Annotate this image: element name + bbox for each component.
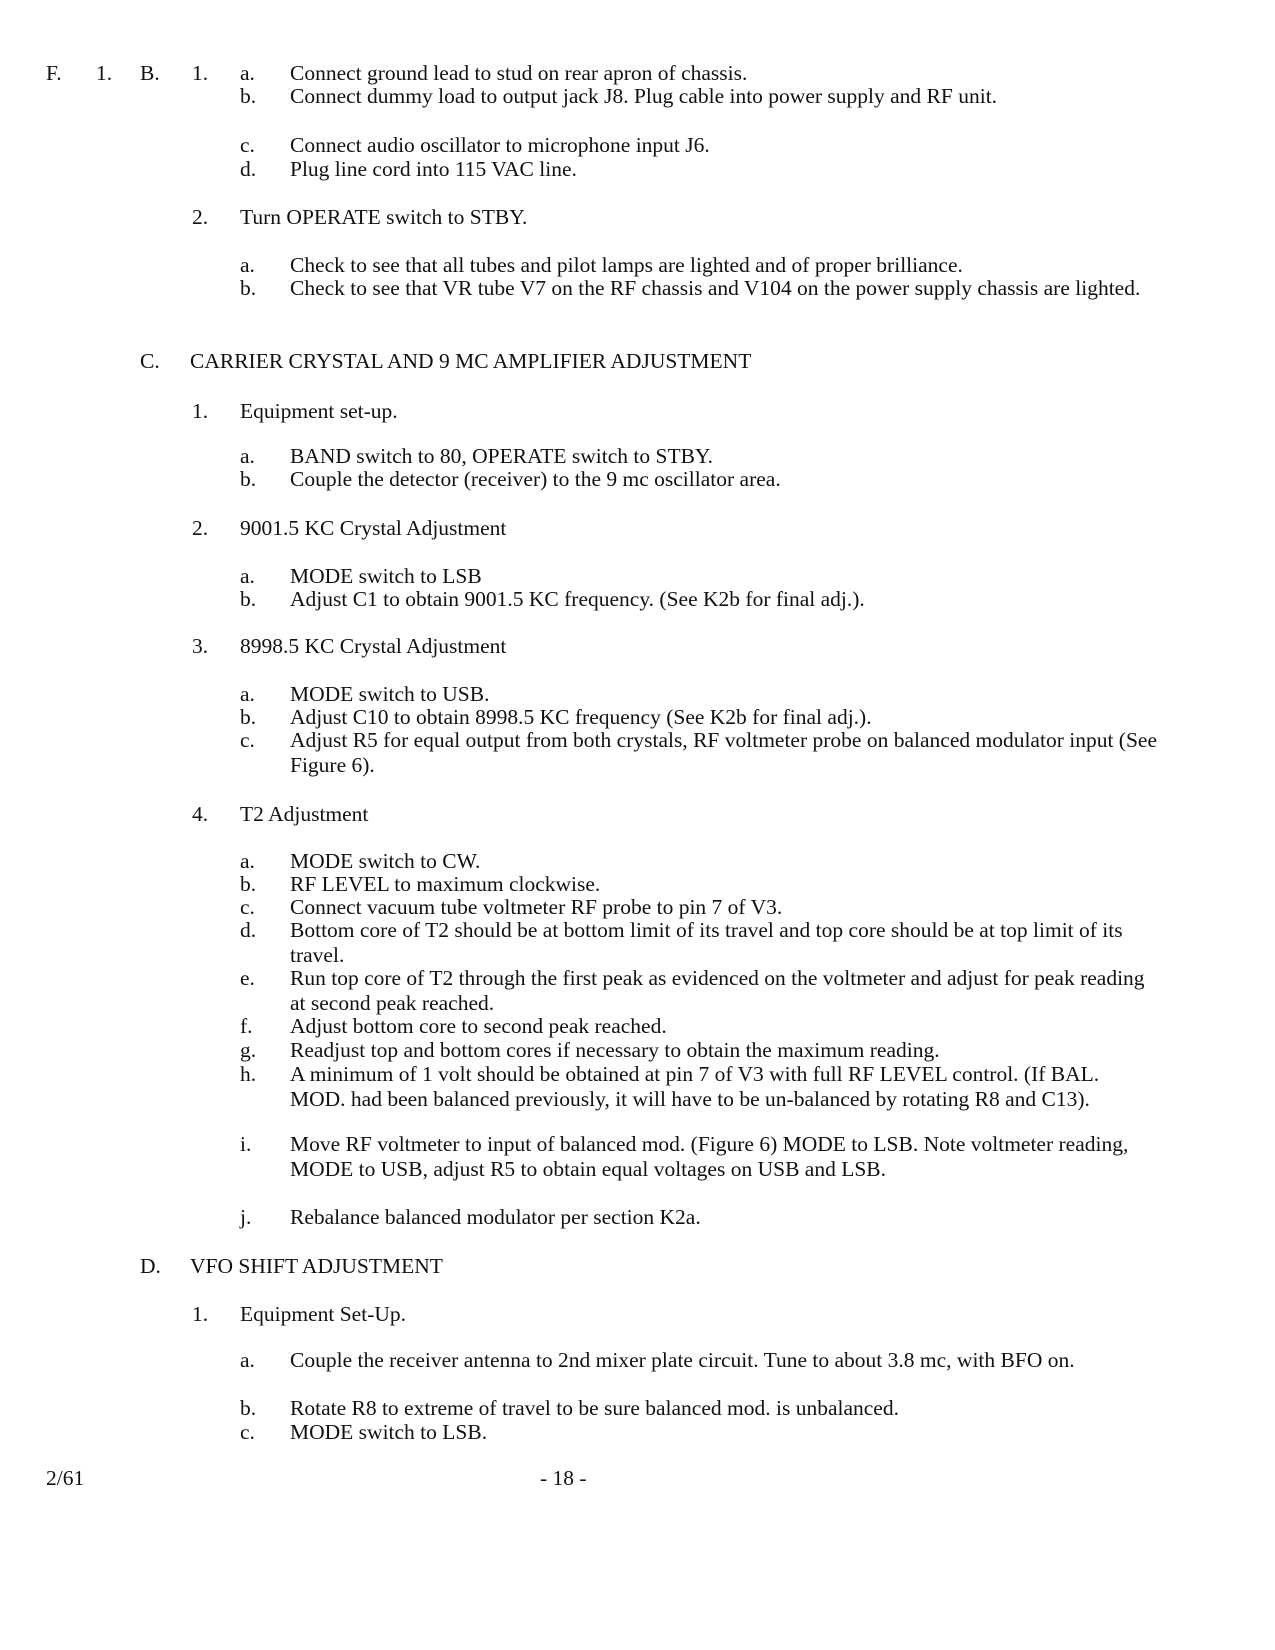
outline-marker-1: 1. xyxy=(96,61,113,85)
step-number: 1. xyxy=(192,1302,209,1326)
item-marker: f. xyxy=(240,1014,253,1038)
item-text: Rotate R8 to extreme of travel to be sure balanced mod. is unbalanced. xyxy=(290,1396,899,1420)
item-marker: a. xyxy=(240,564,255,588)
item-text: Run top core of T2 through the first peak as evidenced on the voltmeter and adjust for peak reading at second peak reached. xyxy=(290,966,1145,1015)
item-marker: b. xyxy=(240,705,257,729)
item-marker: d. xyxy=(240,157,257,181)
item-text: Adjust R5 for equal output from both crystals, RF voltmeter probe on balanced modulator input (See Figure 6). xyxy=(290,728,1158,777)
step-title: 8998.5 KC Crystal Adjustment xyxy=(240,634,507,658)
item-text: Adjust C1 to obtain 9001.5 KC frequency. (See K2b for final adj.). xyxy=(290,587,865,611)
step-title: Equipment Set-Up. xyxy=(240,1302,407,1326)
item-marker: c. xyxy=(240,728,255,752)
item-text: Move RF voltmeter to input of balanced mod. (Figure 6) MODE to LSB. Note voltmeter reading, MODE to USB, adjust R5 to obtain equal voltages on USB and LSB. xyxy=(290,1132,1129,1181)
item-marker: a. xyxy=(240,1348,255,1372)
step-number: 1. xyxy=(192,399,209,423)
item-marker: i. xyxy=(240,1132,252,1156)
item-marker: b. xyxy=(240,84,257,108)
item-marker: g. xyxy=(240,1038,257,1062)
item-text: Check to see that VR tube V7 on the RF chassis and V104 on the power supply chassis are lighted. xyxy=(290,276,1141,300)
item-marker: b. xyxy=(240,276,257,300)
item-text: Connect audio oscillator to microphone input J6. xyxy=(290,133,710,157)
item-marker: b. xyxy=(240,587,257,611)
item-text: MODE switch to USB. xyxy=(290,682,490,706)
item-marker: e. xyxy=(240,966,255,990)
item-marker: a. xyxy=(240,61,255,85)
item-text: Connect ground lead to stud on rear apron of chassis. xyxy=(290,61,748,85)
step-number: 4. xyxy=(192,802,209,826)
item-text: Couple the receiver antenna to 2nd mixer plate circuit. Tune to about 3.8 mc, with BFO on. xyxy=(290,1348,1075,1372)
item-marker: a. xyxy=(240,444,255,468)
section-title-d: VFO SHIFT ADJUSTMENT xyxy=(190,1254,443,1278)
section-letter-d: D. xyxy=(140,1254,161,1278)
step-number: 3. xyxy=(192,634,209,658)
step-number: 2. xyxy=(192,205,209,229)
item-text: Connect dummy load to output jack J8. Plug cable into power supply and RF unit. xyxy=(290,84,998,108)
section-letter-c: C. xyxy=(140,349,160,373)
item-text: Plug line cord into 115 VAC line. xyxy=(290,157,577,181)
outline-marker-step-1: 1. xyxy=(192,61,209,85)
item-text: Bottom core of T2 should be at bottom limit of its travel and top core should be at top limit of its travel. xyxy=(290,918,1123,967)
item-marker: h. xyxy=(240,1062,257,1086)
section-title-c: CARRIER CRYSTAL AND 9 MC AMPLIFIER ADJUSTMENT xyxy=(190,349,752,373)
item-marker: c. xyxy=(240,1420,255,1444)
item-text: Readjust top and bottom cores if necessary to obtain the maximum reading. xyxy=(290,1038,940,1062)
step-title: 9001.5 KC Crystal Adjustment xyxy=(240,516,507,540)
item-marker: d. xyxy=(240,918,257,942)
step-title: T2 Adjustment xyxy=(240,802,369,826)
item-marker: a. xyxy=(240,682,255,706)
item-marker: b. xyxy=(240,1396,257,1420)
step-title: Turn OPERATE switch to STBY. xyxy=(240,205,528,229)
item-text: MODE switch to LSB. xyxy=(290,1420,488,1444)
item-text: MODE switch to LSB xyxy=(290,564,482,588)
item-marker: c. xyxy=(240,133,255,157)
step-number: 2. xyxy=(192,516,209,540)
footer-date: 2/61 xyxy=(46,1466,85,1490)
item-marker: c. xyxy=(240,895,255,919)
page-number: - 18 - xyxy=(540,1466,587,1490)
item-marker: a. xyxy=(240,253,255,277)
outline-marker-b: B. xyxy=(140,61,160,85)
item-marker: b. xyxy=(240,467,257,491)
item-text: Rebalance balanced modulator per section K2a. xyxy=(290,1205,701,1229)
item-text: MODE switch to CW. xyxy=(290,849,481,873)
outline-marker-f: F. xyxy=(46,61,62,85)
item-marker: a. xyxy=(240,849,255,873)
item-text: BAND switch to 80, OPERATE switch to STBY. xyxy=(290,444,714,468)
item-text: Couple the detector (receiver) to the 9 mc oscillator area. xyxy=(290,467,781,491)
item-text: Adjust C10 to obtain 8998.5 KC frequency (See K2b for final adj.). xyxy=(290,705,872,729)
item-text: Adjust bottom core to second peak reached. xyxy=(290,1014,667,1038)
item-text: RF LEVEL to maximum clockwise. xyxy=(290,872,601,896)
item-text: Check to see that all tubes and pilot lamps are lighted and of proper brilliance. xyxy=(290,253,963,277)
item-marker: b. xyxy=(240,872,257,896)
item-text: Connect vacuum tube voltmeter RF probe to pin 7 of V3. xyxy=(290,895,783,919)
item-marker: j. xyxy=(240,1205,252,1229)
step-title: Equipment set-up. xyxy=(240,399,398,423)
item-text: A minimum of 1 volt should be obtained at pin 7 of V3 with full RF LEVEL control. (If BAL. MOD. had been balanced previously, it will have to be un-balanced by rotating R8 and C13). xyxy=(290,1062,1100,1111)
